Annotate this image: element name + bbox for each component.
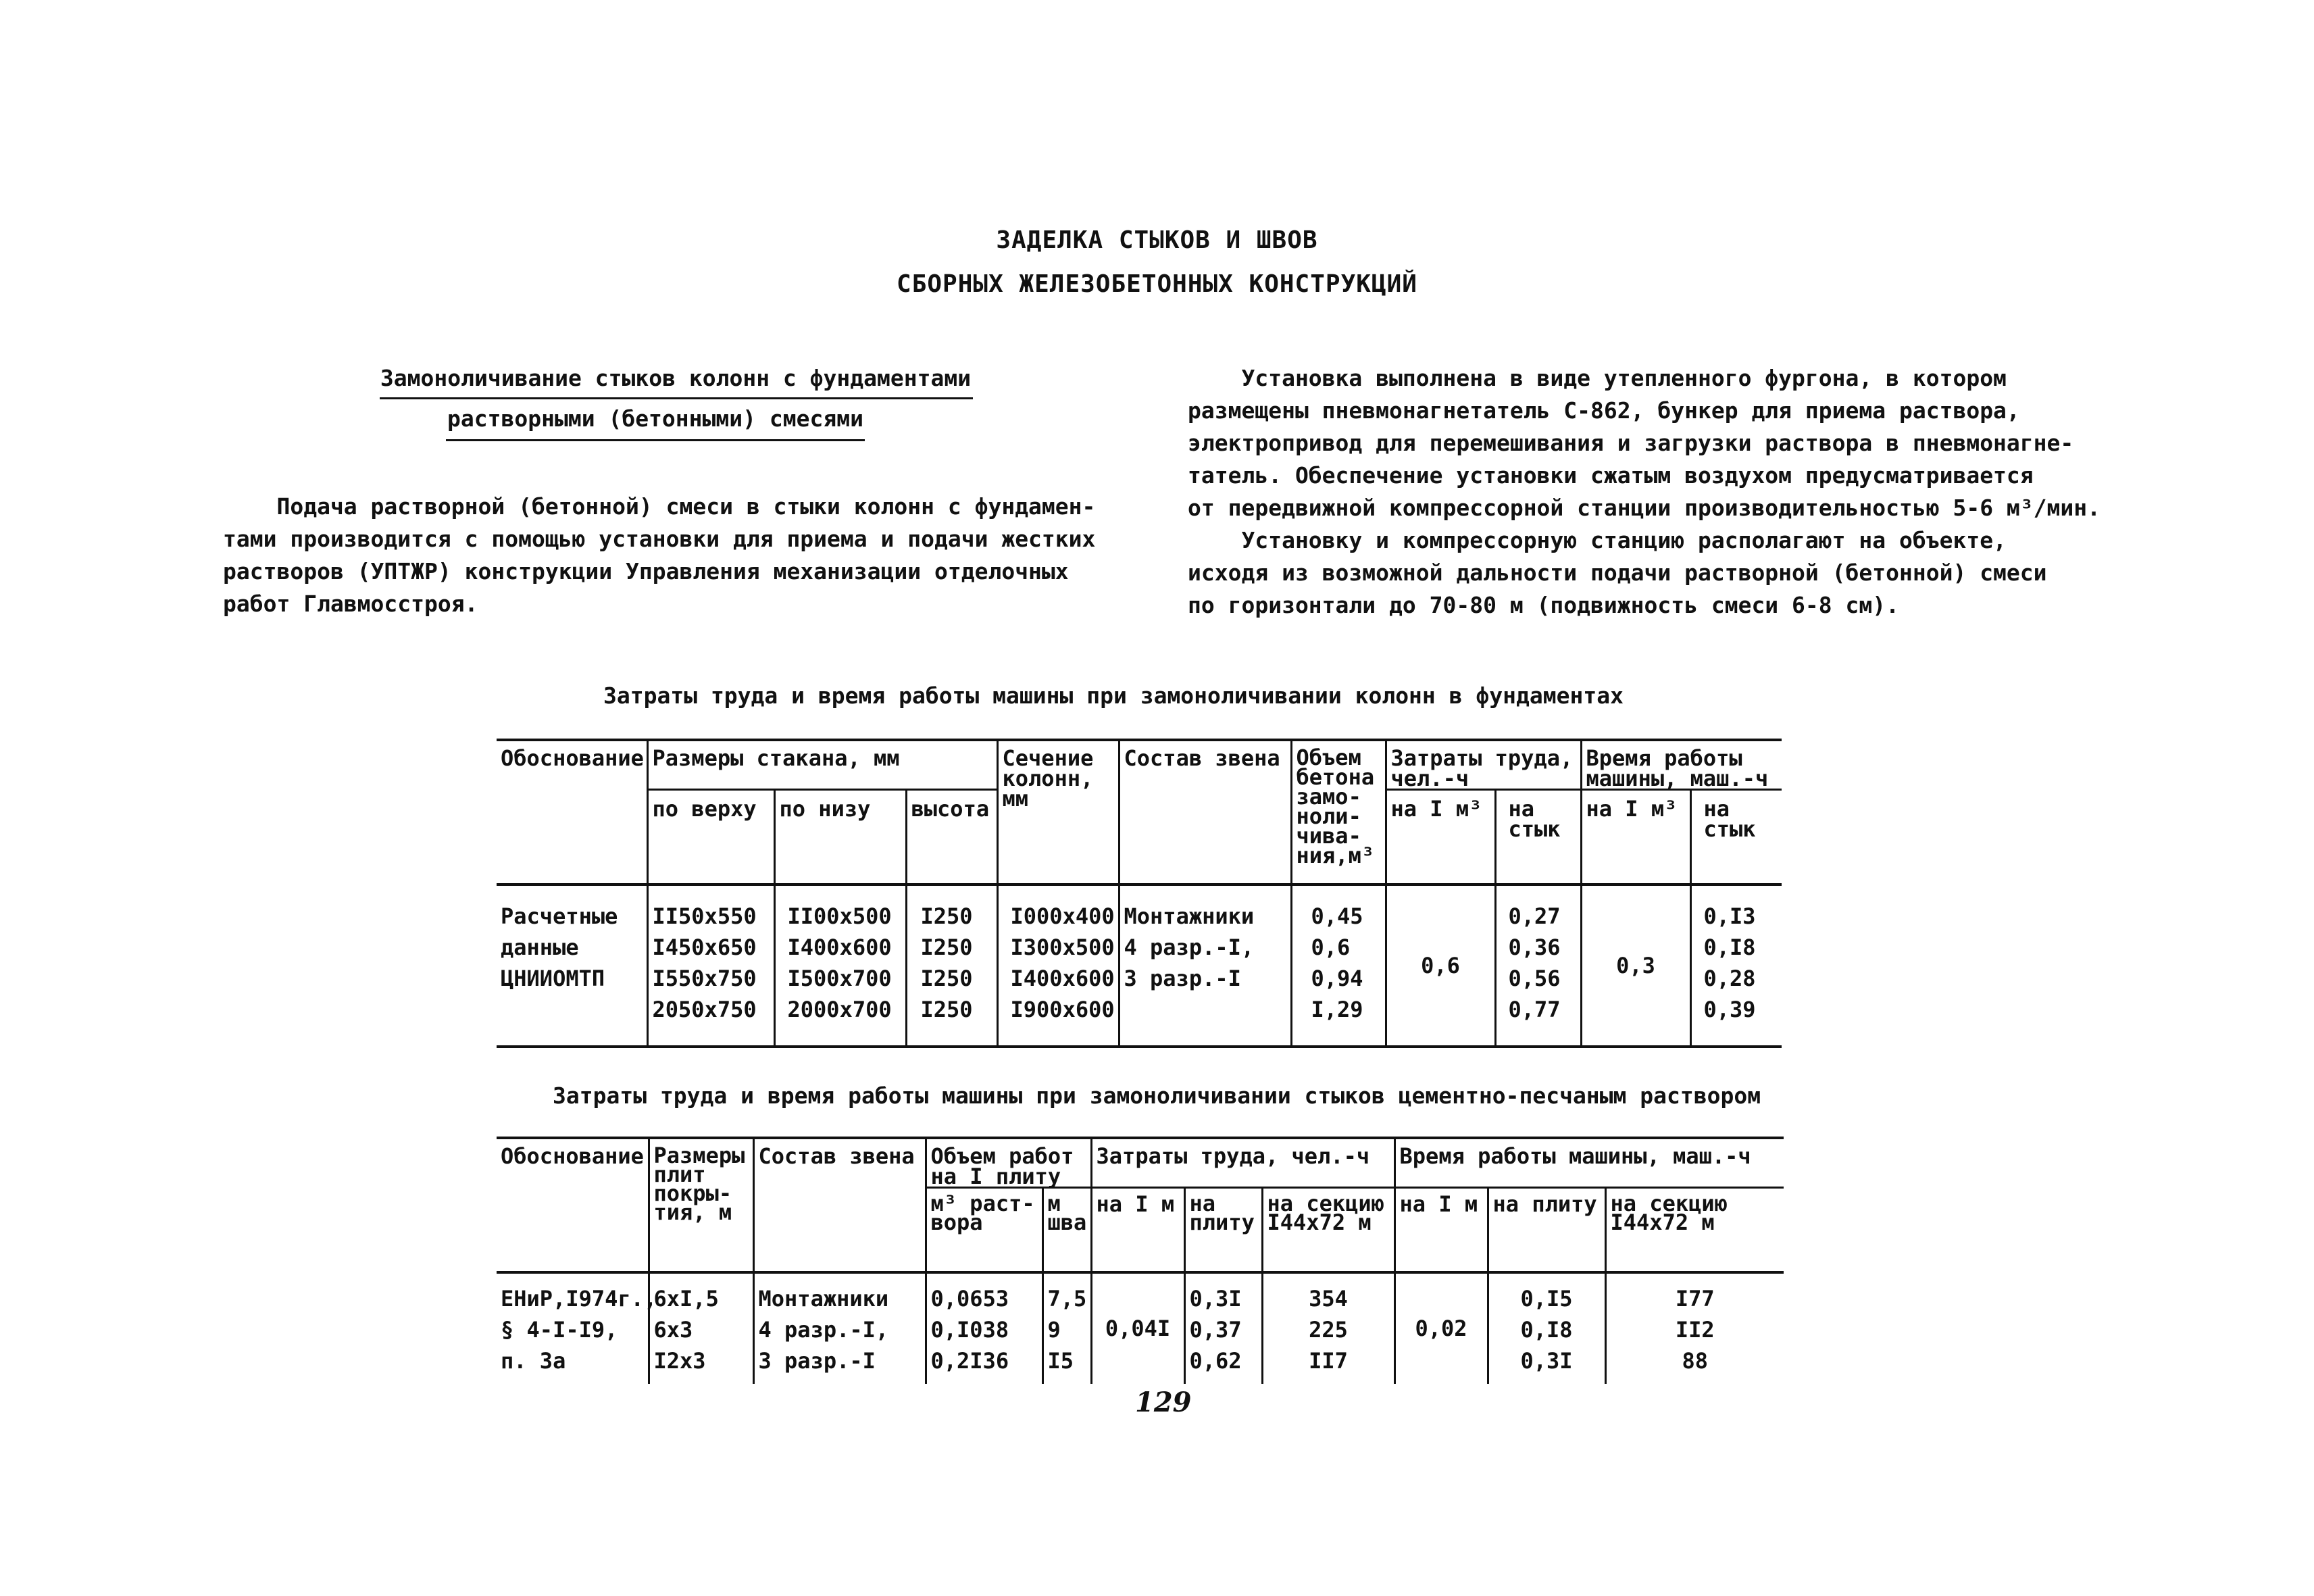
- header2-labor-per-plate: на плиту: [1184, 1188, 1262, 1272]
- table2-header-row-1: [497, 1138, 1784, 1188]
- cell-crew: Монтажники 4 разр.-I, 3 разр.-I: [1119, 884, 1291, 1047]
- header2-machine-per-section: на секцию I44x72 м: [1605, 1188, 1784, 1272]
- page-subtitle: СБОРНЫХ ЖЕЛЕЗОБЕТОННЫХ КОНСТРУКЦИЙ: [897, 270, 1417, 298]
- section-heading-line1: Замоноличивание стыков колонн с фундаментами: [380, 365, 972, 391]
- right-paragraph-1: Установка выполнена в виде утепленного фургона, в котором размещены пневмонагнетатель С-862, бункер для приема раствора, электропривод для перемешивания и загрузки раствора в пневмонагне- татель. Обеспечение установки сжатым воздухом предусматривается от передвижной компрессорной станции производительностью 5-6 м³/мин.: [1188, 365, 2101, 521]
- page-title: ЗАДЕЛКА СТЫКОВ И ШВОВ: [996, 226, 1318, 254]
- header-labor-per-m3: на I м³: [1386, 790, 1495, 884]
- cell2-crew: Монтажники 4 разр.-I, 3 разр.-I: [753, 1272, 926, 1384]
- cell-machine-per-joint: 0,I3 0,I8 0,28 0,39: [1690, 884, 1782, 1047]
- cell-section: I000x400 I300x500 I400x600 I900x600: [997, 884, 1119, 1047]
- cell2-labor-per-plate: 0,3I 0,37 0,62: [1184, 1272, 1262, 1384]
- heading-underline-1: [380, 397, 973, 399]
- section-heading-line2: растворными (бетонными) смесями: [447, 405, 863, 432]
- table2-data-row: [497, 1272, 1784, 1384]
- header-labor-per-joint: на стык: [1495, 790, 1581, 884]
- page-number: 129: [1135, 1387, 1192, 1418]
- header-crew: Состав звена: [1119, 740, 1291, 884]
- header-height: высота: [906, 790, 997, 884]
- header-machine-per-joint: на стык: [1690, 790, 1782, 884]
- header2-basis: Обоснование: [497, 1138, 649, 1272]
- cell-volume: 0,45 0,6 0,94 I,29: [1291, 884, 1386, 1047]
- table1-caption: Затраты труда и время работы машины при замоноличивании колонн в фундаментах: [603, 682, 1624, 709]
- cell2-machine-per-m: 0,02: [1394, 1272, 1488, 1384]
- header2-machine-per-plate: на плиту: [1488, 1188, 1605, 1272]
- header2-crew: Состав звена: [753, 1138, 926, 1272]
- cell2-machine-per-section: I77 II2 88: [1605, 1272, 1784, 1384]
- header-labor: Затраты труда, чел.-ч: [1386, 740, 1581, 790]
- cell-height: I250 I250 I250 I250: [906, 884, 997, 1047]
- cell2-basis: ЕНиР,I974г., § 4-I-I9, п. 3а: [501, 1285, 657, 1374]
- header-column-section: Сечение колонн, мм: [997, 740, 1119, 884]
- cell-top: II50x550 I450x650 I550x750 2050x750: [647, 884, 774, 1047]
- cell2-machine-per-plate: 0,I5 0,I8 0,3I: [1488, 1272, 1605, 1384]
- cell-basis: Расчетные данные ЦНИИОМТП: [497, 884, 647, 1047]
- right-paragraph-2: Установку и компрессорную станцию располагают на объекте, исходя из возможной дальности подачи растворной (бетонной) смеси по горизонтали до 70-80 м (подвижность смеси 6-8 см).: [1188, 527, 2047, 618]
- cell-labor-per-joint: 0,27 0,36 0,56 0,77: [1495, 884, 1581, 1047]
- left-paragraph: Подача растворной (бетонной) смеси в стыки колонн с фундамен- тами производится с помощью установки для приема и подачи жестких растворов (УПТЖР) конструкции Управления механизации отделочных работ Главмосстроя.: [223, 493, 1096, 617]
- table1-header-row-1: [497, 740, 1782, 790]
- header2-machine-per-m: на I м: [1394, 1188, 1488, 1272]
- header2-labor-per-section: на секцию I44x72 м: [1262, 1188, 1394, 1272]
- header-bottom: по низу: [774, 790, 906, 884]
- cell2-labor-per-m: 0,04I: [1091, 1272, 1184, 1384]
- header2-labor-per-m: на I м: [1091, 1188, 1184, 1272]
- header2-work-volume: Объем работ на I плиту: [926, 1138, 1091, 1188]
- header-machine-time: Время работы машины, маш.-ч: [1581, 740, 1782, 790]
- cell2-sizes: 6xI,5 6x3 I2x3: [649, 1272, 753, 1384]
- cell2-mortar-m3: 0,0653 0,I038 0,2I36: [926, 1272, 1042, 1384]
- cell-bottom: II00x500 I400x600 I500x700 2000x700: [774, 884, 906, 1047]
- table1-data-row: [497, 884, 1782, 1047]
- heading-underline-2: [446, 439, 865, 441]
- header2-mortar-m3: м³ раст- вора: [926, 1188, 1042, 1272]
- header2-machine-time: Время работы машины, маш.-ч: [1394, 1138, 1784, 1188]
- cell-machine-per-m3: 0,3: [1581, 884, 1690, 1047]
- header2-labor: Затраты труда, чел.-ч: [1091, 1138, 1394, 1188]
- header2-seam-m: м шва: [1042, 1188, 1091, 1272]
- header2-slab-sizes: Размеры плит покры- тия, м: [649, 1138, 753, 1272]
- table2-caption: Затраты труда и время работы машины при замоноличивании стыков цементно-песчаным раствором: [553, 1082, 1761, 1109]
- table-column-foundation: [497, 739, 1782, 1048]
- cell-labor-per-m3: 0,6: [1386, 884, 1495, 1047]
- header-basis: Обоснование: [497, 740, 647, 884]
- table-slab-joints: [497, 1137, 1784, 1384]
- header-concrete-volume: Объем бетона замо- ноли- чива- ния,м³: [1291, 740, 1386, 884]
- header-cup-sizes: Размеры стакана, мм: [647, 740, 997, 790]
- cell2-seam-m: 7,5 9 I5: [1042, 1272, 1091, 1384]
- header-top: по верху: [647, 790, 774, 884]
- header-machine-per-m3: на I м³: [1581, 790, 1690, 884]
- cell2-labor-per-section: 354 225 II7: [1262, 1272, 1394, 1384]
